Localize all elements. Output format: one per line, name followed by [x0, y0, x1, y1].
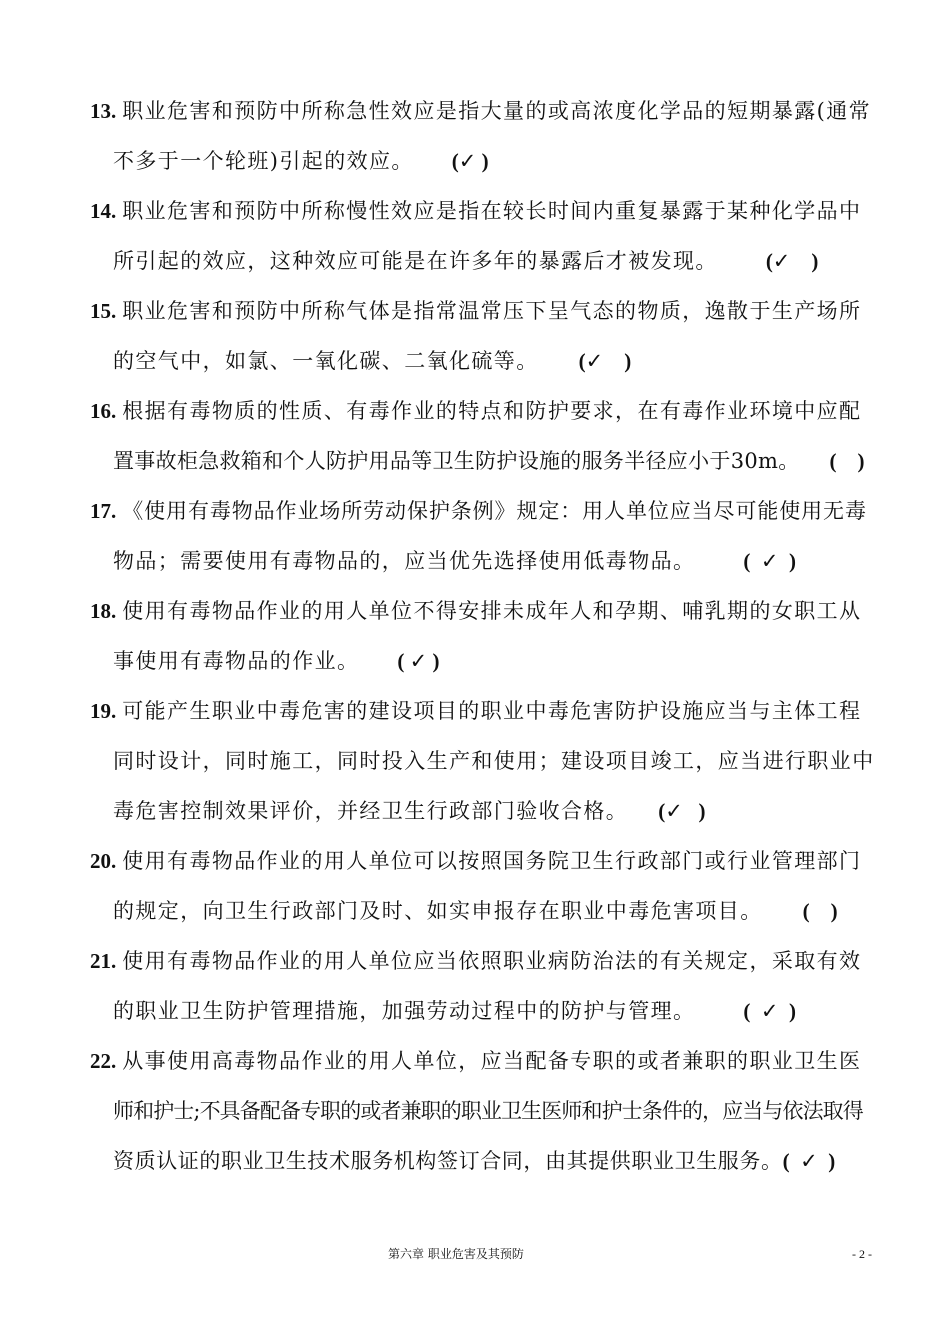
question-20-line-2 — [113, 897, 838, 925]
question-14-answer: (✓ ) — [765, 249, 819, 273]
question-19-number: 19. — [90, 699, 117, 723]
question-22-text-2: 师和护士;不具备配备专职的或者兼职的职业卫生医师和护士条件的，应当与依法取得 — [113, 1099, 863, 1123]
question-22-text-1: 从事使用高毒物品作业的用人单位，应当配备专职的或者兼职的职业卫生医 — [122, 1049, 862, 1073]
question-15-line-2 — [113, 347, 631, 375]
question-13-answer: (✓ ) — [451, 149, 489, 173]
question-18-line-1 — [90, 597, 861, 625]
footer-chapter-title: 第六章 职业危害及其预防 — [388, 1247, 524, 1261]
question-22-answer: ( ✓ ) — [782, 1149, 836, 1173]
question-14-text-2: 所引起的效应，这种效应可能是在许多年的暴露后才被发现。 — [113, 249, 718, 273]
question-16-text-2: 置事故柜急救箱和个人防护用品等卫生防护设施的服务半径应小于30m。 — [113, 449, 800, 473]
question-19-line-1 — [90, 697, 861, 725]
question-18-answer: ( ✓ ) — [397, 649, 440, 673]
question-22-line-3 — [113, 1147, 835, 1175]
question-20-number: 20. — [90, 849, 117, 873]
question-18-text-2: 事使用有毒物品的作业。 — [113, 649, 360, 673]
question-19-text-2: 同时设计，同时施工，同时投入生产和使用；建设项目竣工，应当进行职业中 — [113, 749, 875, 773]
question-14-line-1 — [90, 197, 861, 225]
question-22-line-1 — [90, 1047, 861, 1075]
question-19-text-3: 毒危害控制效果评价，并经卫生行政部门验收合格。 — [113, 799, 629, 823]
question-18-text-1: 使用有毒物品作业的用人单位不得安排未成年人和孕期、哺乳期的女职工从 — [122, 599, 862, 623]
question-21-answer: ( ✓ ) — [743, 999, 796, 1023]
question-19-line-3 — [113, 797, 706, 825]
question-16-answer: ( ) — [829, 449, 865, 473]
question-16-line-1 — [90, 397, 861, 425]
question-20-answer: ( ) — [802, 899, 838, 923]
question-15-text-1: 职业危害和预防中所称气体是指常温常压下呈气态的物质，逸散于生产场所 — [122, 299, 862, 323]
question-14-text-1: 职业危害和预防中所称慢性效应是指在较长时间内重复暴露于某种化学品中 — [122, 199, 862, 223]
question-13-text-1: 职业危害和预防中所称急性效应是指大量的或高浓度化学品的短期暴露(通常 — [122, 99, 872, 123]
question-20-text-1: 使用有毒物品作业的用人单位可以按照国务院卫生行政部门或行业管理部门 — [122, 849, 862, 873]
question-20-text-2: 的规定，向卫生行政部门及时、如实申报存在职业中毒危害项目。 — [113, 899, 763, 923]
question-22-number: 22. — [90, 1049, 117, 1073]
question-17-text-1: 《使用有毒物品作业场所劳动保护条例》规定：用人单位应当尽可能使用无毒 — [122, 499, 867, 523]
question-14-line-2 — [113, 247, 818, 275]
question-18-number: 18. — [90, 599, 117, 623]
question-21-line-1 — [90, 947, 861, 975]
question-13-text-2: 不多于一个轮班)引起的效应。 — [113, 149, 414, 173]
question-15-number: 15. — [90, 299, 117, 323]
question-13-line-2 — [113, 147, 489, 175]
question-20-line-1 — [90, 847, 861, 875]
question-14-number: 14. — [90, 199, 117, 223]
question-22-line-2 — [113, 1097, 863, 1125]
question-16-number: 16. — [90, 399, 117, 423]
question-17-text-2: 物品；需要使用有毒物品的，应当优先选择使用低毒物品。 — [113, 549, 696, 573]
question-17-answer: ( ✓ ) — [743, 549, 796, 573]
question-21-text-1: 使用有毒物品作业的用人单位应当依照职业病防治法的有关规定，采取有效 — [122, 949, 862, 973]
question-13-number: 13. — [90, 99, 117, 123]
question-16-line-2 — [113, 447, 865, 475]
question-17-line-2 — [113, 547, 796, 575]
question-19-answer: (✓ ) — [658, 799, 706, 823]
question-17-line-1 — [90, 497, 867, 525]
question-19-line-2 — [113, 747, 875, 775]
question-13-line-1 — [90, 97, 871, 125]
question-15-line-1 — [90, 297, 861, 325]
question-15-answer: (✓ ) — [578, 349, 632, 373]
question-18-line-2 — [113, 647, 440, 675]
question-17-number: 17. — [90, 499, 117, 523]
question-15-text-2: 的空气中，如氯、一氧化碳、二氧化硫等。 — [113, 349, 539, 373]
question-19-text-1: 可能产生职业中毒危害的建设项目的职业中毒危害防护设施应当与主体工程 — [122, 699, 862, 723]
question-21-number: 21. — [90, 949, 117, 973]
question-21-text-2: 的职业卫生防护管理措施，加强劳动过程中的防护与管理。 — [113, 999, 696, 1023]
footer-page-number: - 2 - — [852, 1247, 872, 1261]
question-21-line-2 — [113, 997, 796, 1025]
question-22-text-3: 资质认证的职业卫生技术服务机构签订合同，由其提供职业卫生服务。 — [113, 1149, 783, 1173]
question-16-text-1: 根据有毒物质的性质、有毒作业的特点和防护要求，在有毒作业环境中应配 — [122, 399, 862, 423]
